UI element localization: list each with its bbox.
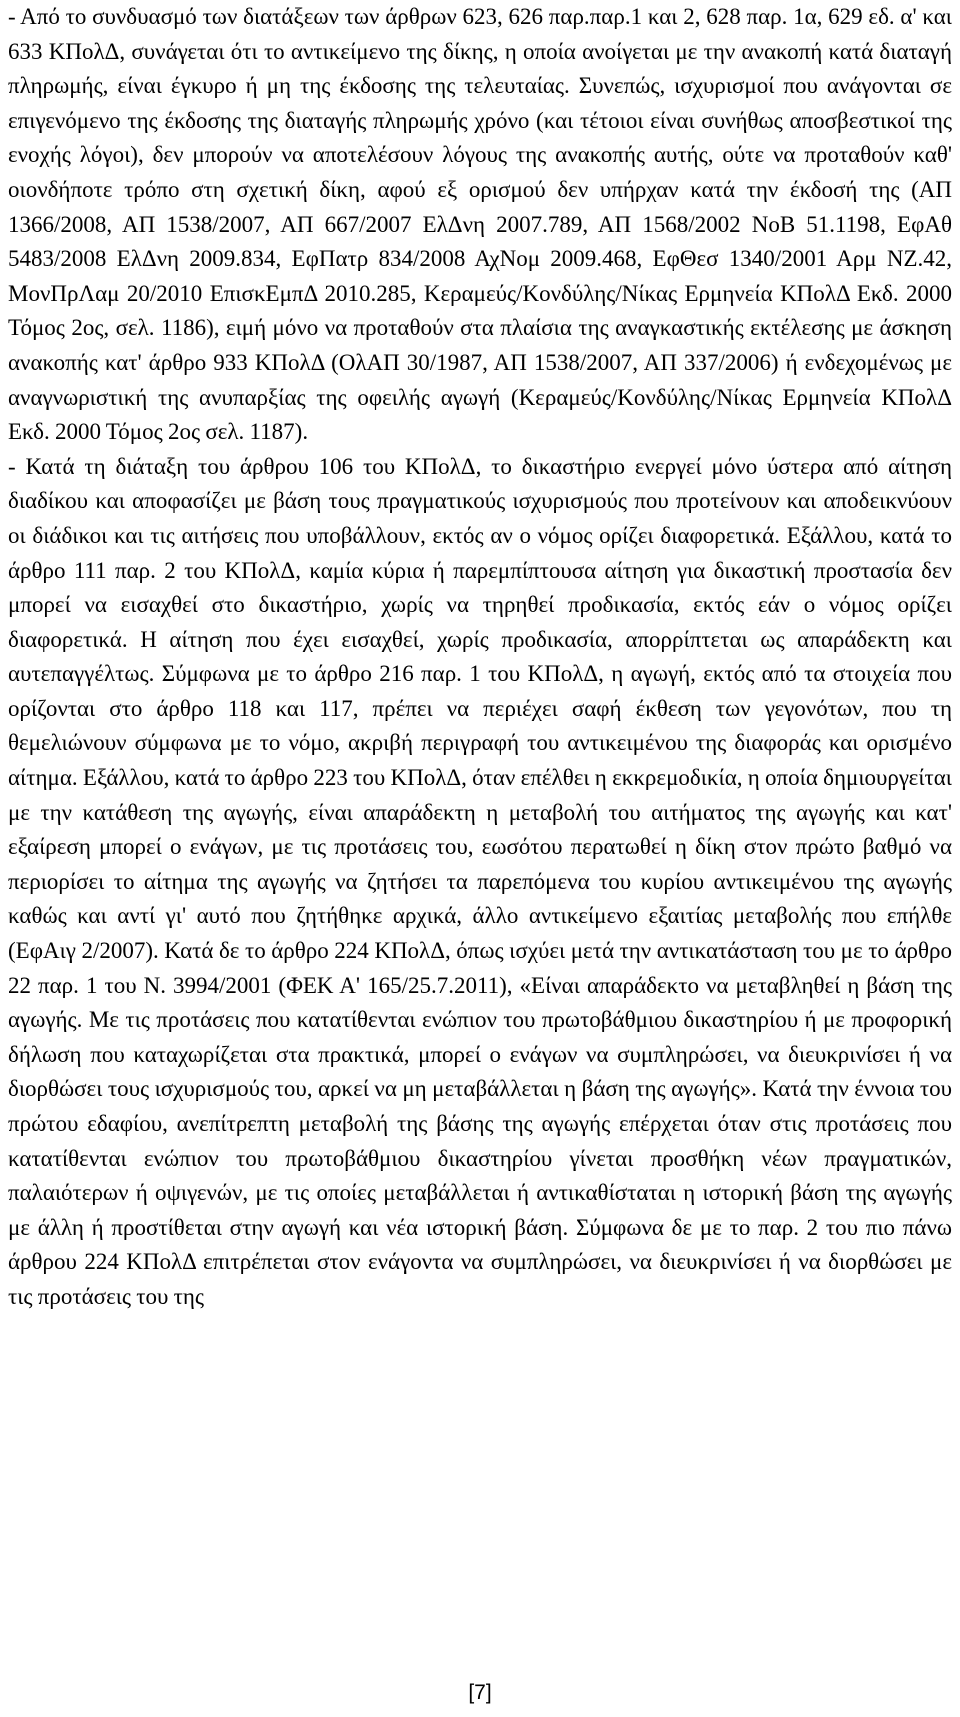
paragraph-procedural-rules: - Κατά τη διάταξη του άρθρου 106 του ΚΠολΔ, το δικαστήριο ενεργεί μόνο ύστερα από αίτηση διαδίκου και αποφασίζει με βάση τους πραγματικούς ισχυρισμούς που προτείνουν και αποδεικνύουν οι διάδικοι και τις αιτήσεις που υποβάλλουν, εκτός αν ο νόμος ορίζει διαφορετικά. Εξάλλου, κατά το άρθρο 111 παρ. 2 του ΚΠολΔ, καμία κύρια ή παρεμπίπτουσα αίτηση για δικαστική προστασία δεν μπορεί να εισαχθεί στο δικαστήριο, χωρίς να τηρηθεί προδικασία, εκτός εάν ο νόμος ορίζει διαφορετικά. Η αίτηση που έχει εισαχθεί, χωρίς προδικασία, απορρίπτεται ως απαράδεκτη και αυτεπαγγέλτως. Σύμφωνα με το άρθρο 216 παρ. 1 του ΚΠολΔ, η αγωγή, εκτός από τα στοιχεία που ορίζονται στο άρθρο 118 και 117, πρέπει να περιέχει σαφή έκθεση των γεγονότων, που τη θεμελιώνουν σύμφωνα με το νόμο, ακριβή περιγραφή του αντικειμένου της διαφοράς και ορισμένο αίτημα. Εξάλλου, κατά το άρθρο 223 του ΚΠολΔ, όταν επέλθει η εκκρεμοδικία, η οποία δημιουργείται με την κατάθεση της αγωγής, είναι απαράδεκτη η μεταβολή του αιτήματος της αγωγής και κατ' εξαίρεση μπορεί ο ενάγων, με τις προτάσεις του, εωσότου περατωθεί η δίκη στον πρώτο βαθμό να περιορίσει το αίτημα της αγωγής να ζητήσει τα παρεπόμενα του κυρίου αντικειμένου της αγωγής καθώς και αντί γι' αυτό που ζητήθηκε αρχικά, άλλο αντικείμενο εξαιτίας μεταβολής που επήλθε (ΕφΑιγ 2/2007). Κατά δε το άρθρο 224 ΚΠολΔ, όπως ισχύει μετά την αντικατάσταση του με το άρθρο 22 παρ. 1 του Ν. 3994/2001 (ΦΕΚ Α' 165/25.7.2011), «Είναι απαράδεκτο να μεταβληθεί η βάση της αγωγής. Με τις προτάσεις που κατατίθενται ενώπιον του πρωτοβάθμιου δικαστηρίου ή με προφορική δήλωση που καταχωρίζεται στα πρακτικά, μπορεί ο ενάγων να συμπληρώσει, να διευκρινίσει ή να διορθώσει τους ισχυρισμούς του, αρκεί να μη μεταβάλλεται η βάση της αγωγής». Κατά την έννοια του πρώτου εδαφίου, ανεπίτρεπτη μεταβολή της βάσης της αγωγής επέρχεται όταν στις προτάσεις που κατατίθενται ενώπιον του πρωτοβάθμιου δικαστηρίου γίνεται προσθήκη νέων πραγματικών, παλαιότερων ή οψιγενών, με τις οποίες μεταβάλλεται ή αντικαθίσταται η ιστορική βάση της αγωγής με άλλη ή προστίθεται στην αγωγή και νέα ιστορική βάση. Σύμφωνα δε με το παρ. 2 του πιο πάνω άρθρου 224 ΚΠολΔ επιτρέπεται στον ενάγοντα να συμπληρώσει, να διευκρινίσει ή να διορθώσει με τις προτάσεις του της [8, 453, 952, 1309]
document-page [8, 0, 952, 1315]
paragraph-payment-order-objection: - Από το συνδυασμό των διατάξεων των άρθρων 623, 626 παρ.παρ.1 και 2, 628 παρ. 1α, 629 εδ. α' και 633 ΚΠολΔ, συνάγεται ότι το αντικείμενο της δίκης, η οποία ανοίγεται με την ανακοπή κατά διαταγή πληρωμής, είναι έγκυρο ή μη της έκδοσης της τελευταίας. Συνεπώς, ισχυρισμοί που ανάγονται σε επιγενόμενο της έκδοσης της διαταγής πληρωμής χρόνο (και τέτοιοι είναι συνήθως αποσβεστικοί της ενοχής λόγοι), δεν μπορούν να αποτελέσουν λόγους της ανακοπής αυτής, ούτε να προταθούν καθ' οιονδήποτε τρόπο στη σχετική δίκη, αφού εξ ορισμού δεν υπήρχαν κατά την έκδοσή της (ΑΠ 1366/2008, ΑΠ 1538/2007, ΑΠ 667/2007 ΕλΔνη 2007.789, ΑΠ 1568/2002 ΝοΒ 51.1198, ΕφΑθ 5483/2008 ΕλΔνη 2009.834, ΕφΠατρ 834/2008 ΑχΝομ 2009.468, ΕφΘεσ 1340/2001 Αρμ ΝΖ.42, ΜονΠρΛαμ 20/2010 ΕπισκΕμπΔ 2010.285, Κεραμεύς/Κονδύλης/Νίκας Ερμηνεία ΚΠολΔ Εκδ. 2000 Τόμος 2ος, σελ. 1186), ειμή μόνο να προταθούν στα πλαίσια της αναγκαστικής εκτέλεσης με άσκηση ανακοπής κατ' άρθρο 933 ΚΠολΔ (ΟλΑΠ 30/1987, ΑΠ 1538/2007, ΑΠ 337/2006) ή ενδεχομένως με αναγνωριστική της ανυπαρξίας της οφειλής αγωγή (Κεραμεύς/Κονδύλης/Νίκας Ερμηνεία ΚΠολΔ Εκδ. 2000 Τόμος 2ος σελ. 1187). [8, 4, 952, 445]
page-number: [7] [468, 1681, 492, 1704]
